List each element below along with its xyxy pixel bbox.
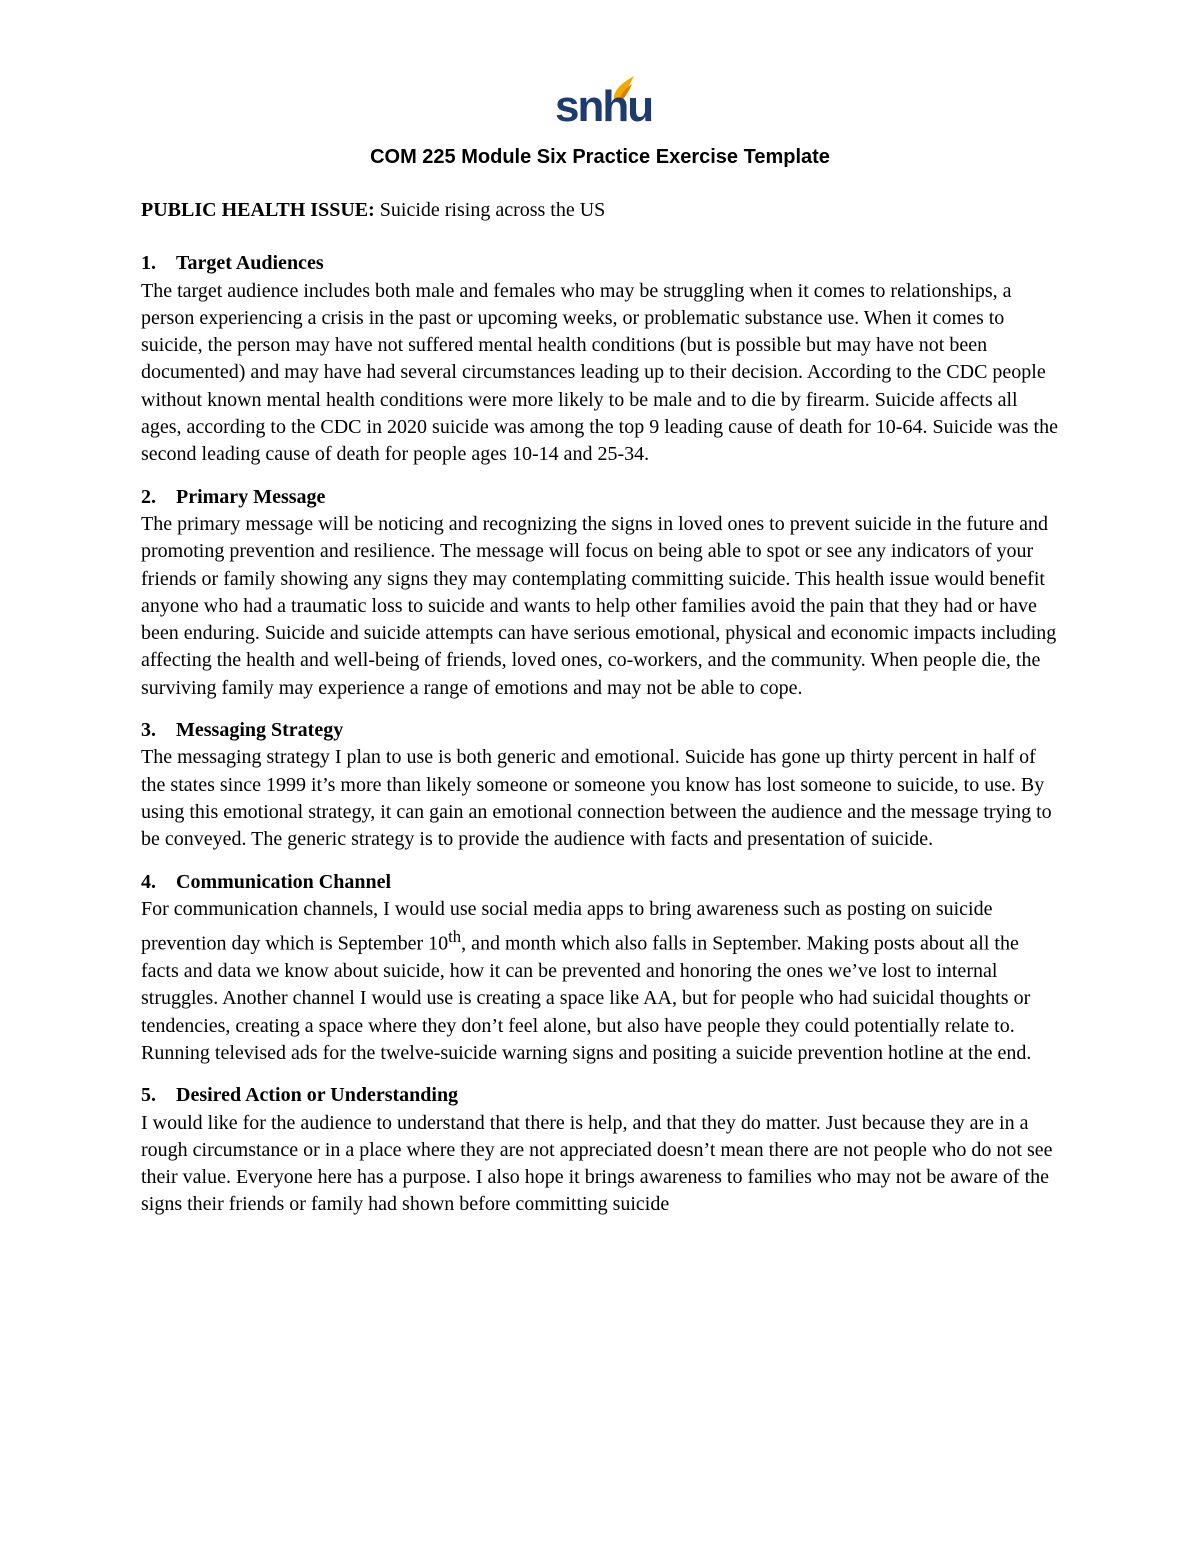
section-body: The primary message will be noticing and recognizing the signs in loved ones to prevent suicide in the future and promoting prevention and resilience. The message will focus on being able to spot or see any indicators of your friends or family showing any signs they may contemplating committing suicide. This health issue would benefit anyone who had a traumatic loss to suicide and wants to help other families avoid the pain that they had or have been enduring. Suicide and suicide attempts can have serious emotional, physical and economic impacts including affecting the health and well-being of friends, loved ones, co-workers, and the community. When people die, the surviving family may experience a range of emotions and may not be able to cope. bbox=[141, 512, 1057, 699]
section-number: 5. bbox=[141, 1084, 156, 1107]
document-title: COM 225 Module Six Practice Exercise Template bbox=[370, 146, 830, 168]
section-heading bbox=[141, 250, 1061, 277]
section-heading bbox=[141, 869, 1061, 896]
section-number: 1. bbox=[141, 252, 156, 275]
section-title: Target Audiences bbox=[176, 252, 324, 275]
section-title: Desired Action or Understanding bbox=[176, 1084, 459, 1107]
section-target-audiences bbox=[141, 250, 1061, 468]
section-number: 3. bbox=[141, 719, 156, 742]
section-title: Primary Message bbox=[176, 485, 326, 508]
section-body bbox=[141, 896, 1061, 1067]
section-body: The target audience includes both male and females who may be struggling when it comes to relationships, a person experiencing a crisis in the past or upcoming weeks, or problematic substance use. When it comes to suicide, the person may have not suffered mental health conditions (but is possible but may have not been documented) and may have had several circumstances leading up to their decision. According to the CDC people without known mental health conditions were more likely to be male and to die by firearm. Suicide affects all ages, according to the CDC in 2020 suicide was among the top 9 leading cause of death for 10-64. Suicide was the second leading cause of death for people ages 10-14 and 25-34. bbox=[141, 279, 1058, 466]
ordinal-superscript: th bbox=[448, 927, 462, 947]
section-messaging-strategy bbox=[141, 717, 1061, 853]
section-communication-channel bbox=[141, 869, 1061, 1068]
section-number: 2. bbox=[141, 485, 156, 508]
section-title: Messaging Strategy bbox=[176, 719, 344, 742]
body-text-part: For communication channels, I would use social media apps to bring awareness such as posting on suicide prevention day which is September 10 bbox=[141, 897, 993, 955]
section-heading bbox=[141, 1082, 1061, 1109]
public-health-issue-line bbox=[141, 197, 1061, 224]
section-body: The messaging strategy I plan to use is both generic and emotional. Suicide has gone up thirty percent in half of the states since 1999 it’s more than likely someone or someone you know has lost someone to suicide, to use. By using this emotional strategy, it can gain an emotional connection between the audience and the message trying to be conveyed. The generic strategy is to provide the audience with facts and presentation of suicide. bbox=[141, 746, 1052, 851]
section-heading bbox=[141, 717, 1061, 744]
issue-label: PUBLIC HEALTH ISSUE: bbox=[141, 199, 375, 221]
section-body: I would like for the audience to understand that there is help, and that they do matter. Just because they are in a rough circumstance or in a place where they are not appreciated doesn’t mean there are not people who do not see their value. Everyone here has a purpose. I also hope it brings awareness to families who may not be aware of the signs their friends or family had shown before committing suicide bbox=[141, 1111, 1053, 1216]
section-heading bbox=[141, 484, 1061, 511]
document-body bbox=[141, 197, 1061, 1234]
section-primary-message bbox=[141, 484, 1061, 702]
logo-wordmark: snhu bbox=[555, 82, 653, 131]
section-desired-action bbox=[141, 1082, 1061, 1218]
snhu-logo bbox=[552, 74, 653, 134]
body-text-part: , and month which also falls in September. Making posts about all the facts and data we know about suicide, how it can be prevented and honoring the ones we’ve lost to internal struggles. Another channel I would use is creating a space like AA, but for people who had suicidal thoughts or tendencies, creating a space where they don’t feel alone, but also have people they could potentially relate to. Running televised ads for the twelve-suicide warning signs and positing a suicide prevention hotline at the end. bbox=[141, 932, 1032, 1064]
section-number: 4. bbox=[141, 870, 156, 893]
section-title: Communication Channel bbox=[176, 870, 392, 893]
issue-value: Suicide rising across the US bbox=[374, 199, 606, 221]
